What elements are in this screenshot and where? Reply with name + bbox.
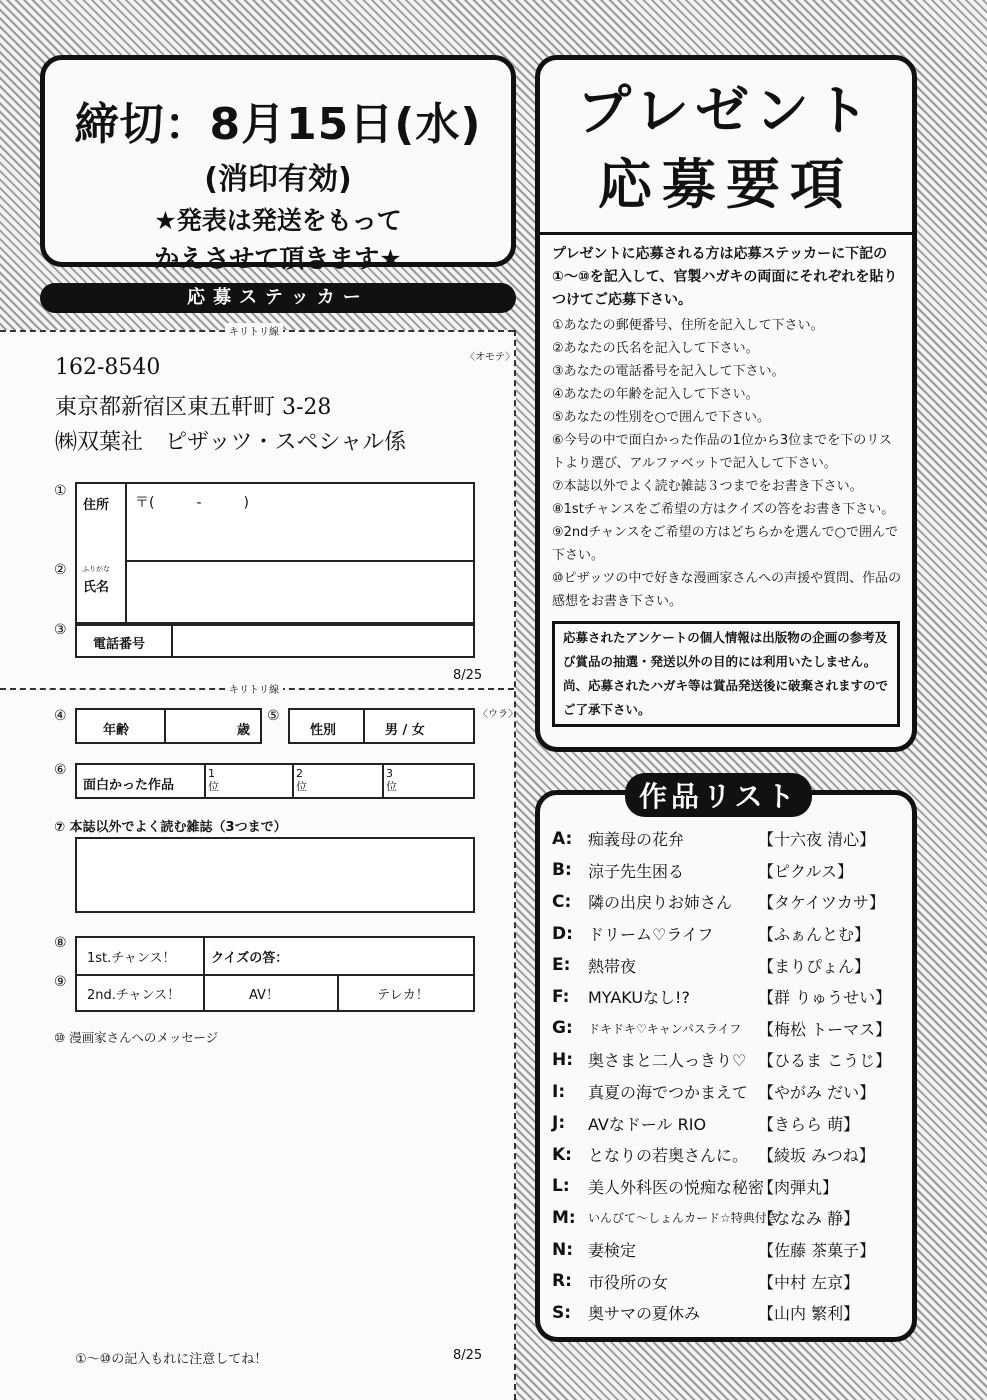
field-number-5: ⑤ bbox=[267, 708, 280, 724]
work-author: 【肉弾丸】 bbox=[758, 1177, 839, 1197]
age-box bbox=[75, 708, 262, 744]
field-number-1: ① bbox=[54, 483, 67, 499]
phone-box bbox=[75, 624, 475, 658]
age-label: 年齢 bbox=[103, 723, 130, 738]
work-title: 痴義母の花弁 bbox=[588, 830, 685, 850]
work-title: 隣の出戻りお姉さん bbox=[588, 893, 733, 913]
work-key: S: bbox=[552, 1302, 572, 1323]
work-author: 【十六夜 清心】 bbox=[758, 830, 876, 850]
work-list-item bbox=[540, 1044, 912, 1076]
magazines-label: ⑦ 本誌以外でよく読む雑誌（3つまで） bbox=[54, 820, 287, 835]
work-author: 【ふぁんとむ】 bbox=[758, 925, 871, 945]
work-key: M: bbox=[552, 1207, 576, 1228]
sex-label: 性別 bbox=[310, 723, 337, 738]
message-label: ⑩ 漫画家さんへのメッセージ bbox=[54, 1030, 219, 1045]
work-title: ドリーム♡ライフ bbox=[588, 925, 714, 945]
work-key: L: bbox=[552, 1176, 570, 1197]
work-key: K: bbox=[552, 1144, 572, 1165]
work-list-item bbox=[540, 949, 912, 981]
work-title: ドキドキ♡キャンパスライフ bbox=[588, 1021, 742, 1036]
guideline-item: ①あなたの郵便番号、住所を記入して下さい。 bbox=[552, 318, 824, 333]
work-key: A: bbox=[552, 828, 573, 849]
address-line-1: 東京都新宿区東五軒町 3-28 bbox=[55, 395, 332, 420]
guideline-item: ⑩ピザッツの中で好きな漫画家さんへの声援や質問、作品の感想をお書き下さい。 bbox=[552, 571, 902, 609]
work-list-item bbox=[540, 855, 912, 887]
cut-line-label: キリトリ線 bbox=[225, 681, 283, 696]
work-author: 【山内 繁利】 bbox=[758, 1304, 860, 1324]
field-number-3: ③ bbox=[54, 622, 67, 638]
work-list-item bbox=[540, 1297, 912, 1329]
magazines-input[interactable] bbox=[75, 837, 475, 913]
work-author: 【まりぴょん】 bbox=[758, 956, 871, 976]
work-list-item bbox=[540, 1139, 912, 1171]
guideline-item: ⑧1stチャンスをご希望の方はクイズの答をお書き下さい。 bbox=[552, 502, 895, 517]
sticker-header: 応募ステッカー bbox=[40, 283, 516, 313]
work-list-item bbox=[540, 1076, 912, 1108]
rank-3-input[interactable]: 3位 bbox=[386, 767, 397, 793]
work-key: J: bbox=[552, 1113, 566, 1134]
present-guidelines-box bbox=[535, 55, 917, 752]
address-line-2: ㈱双葉社 ピザッツ・スペシャル係 bbox=[55, 430, 407, 455]
work-title: となりの若奥さんに。 bbox=[588, 1146, 749, 1166]
work-key: E: bbox=[552, 955, 571, 976]
work-author: 【佐藤 茶菓子】 bbox=[758, 1241, 876, 1261]
work-author: 【ななみ 静】 bbox=[758, 1209, 860, 1229]
work-key: B: bbox=[552, 860, 572, 881]
message-input[interactable] bbox=[54, 1050, 474, 1340]
first-chance-label: 1st.チャンス！ bbox=[87, 951, 176, 966]
work-list-item bbox=[540, 1171, 912, 1203]
work-author: 【中村 左京】 bbox=[758, 1272, 860, 1292]
work-list-item bbox=[540, 1234, 912, 1266]
name-input[interactable] bbox=[129, 564, 469, 619]
work-list-item bbox=[540, 823, 912, 855]
work-title: 市役所の女 bbox=[588, 1272, 669, 1292]
deadline-box bbox=[40, 55, 516, 273]
work-key: F: bbox=[552, 986, 570, 1007]
work-author: 【やがみ だい】 bbox=[758, 1083, 876, 1103]
work-key: G: bbox=[552, 1018, 573, 1039]
phone-input[interactable] bbox=[175, 626, 473, 656]
guideline-item: ③あなたの電話番号を記入して下さい。 bbox=[552, 364, 785, 379]
work-title: 真夏の海でつかまえて bbox=[588, 1083, 749, 1103]
back-label: 〈ウラ〉 bbox=[478, 709, 518, 720]
present-intro: プレゼントに応募される方は応募ステッカーに下記の①〜⑩を記入して、官製ハガキの両面にそれぞれを貼りつけてご応募下さい。 bbox=[552, 246, 898, 308]
work-author: 【綾坂 みつね】 bbox=[758, 1146, 875, 1166]
phone-label: 電話番号 bbox=[93, 637, 146, 652]
rank-2-input[interactable]: 2位 bbox=[296, 767, 307, 793]
work-list-item bbox=[540, 1107, 912, 1139]
work-title: 涼子先生困る bbox=[588, 861, 685, 881]
work-key: N: bbox=[552, 1239, 574, 1260]
announcement-note-2: かえさせて頂きます★ bbox=[154, 244, 402, 273]
work-author: 【タケイツカサ】 bbox=[758, 893, 885, 913]
work-list-item bbox=[540, 1265, 912, 1297]
work-key: R: bbox=[552, 1271, 572, 1292]
work-key: H: bbox=[552, 1049, 574, 1070]
age-input[interactable] bbox=[167, 710, 232, 742]
work-key: D: bbox=[552, 923, 573, 944]
work-key: I: bbox=[552, 1081, 566, 1102]
work-key: C: bbox=[552, 891, 572, 912]
work-list-item bbox=[540, 1202, 912, 1234]
date-code: 8/25 bbox=[453, 668, 483, 683]
field-number-9: ⑨ bbox=[54, 974, 67, 990]
work-title: 美人外科医の悦痴な秘密 bbox=[588, 1177, 765, 1197]
field-number-8: ⑧ bbox=[54, 935, 67, 951]
footer-note: ①〜⑩の記入もれに注意してね！ bbox=[75, 1352, 268, 1367]
address-input[interactable]: 〒( - ) bbox=[135, 495, 249, 511]
work-title: 熱帯夜 bbox=[588, 956, 637, 976]
address-label: 住所 bbox=[83, 498, 110, 513]
guideline-item: ④あなたの年齢を記入して下さい。 bbox=[552, 387, 759, 402]
sex-options[interactable]: 男 / 女 bbox=[385, 723, 425, 738]
field-number-2: ② bbox=[54, 562, 67, 578]
work-author: 【ひるま こうじ】 bbox=[758, 1051, 892, 1071]
work-title: MYAKUなし!? bbox=[588, 988, 690, 1008]
option-teleca[interactable]: テレカ！ bbox=[377, 988, 429, 1003]
work-author: 【群 りゅうせい】 bbox=[758, 988, 892, 1008]
footer-date-code: 8/25 bbox=[453, 1348, 483, 1363]
works-list bbox=[540, 823, 912, 1329]
work-author: 【きらら 萌】 bbox=[758, 1114, 860, 1134]
front-label: 〈オモテ〉 bbox=[465, 352, 515, 363]
entry-sticker-form bbox=[0, 327, 518, 1400]
cut-line-label: キリトリ線 bbox=[225, 323, 283, 338]
quiz-answer-input[interactable]: クイズの答： bbox=[211, 951, 289, 966]
rank-1-input[interactable]: 1位 bbox=[208, 767, 219, 793]
work-title: 奥サマの夏休み bbox=[588, 1304, 701, 1324]
works-list-box bbox=[535, 780, 917, 1342]
guideline-item: ②あなたの氏名を記入して下さい。 bbox=[552, 341, 759, 356]
present-title-1: プレゼント bbox=[577, 79, 875, 142]
chance-box bbox=[75, 936, 475, 1012]
work-author: 【梅松 トーマス】 bbox=[758, 1019, 892, 1039]
sex-box bbox=[288, 708, 475, 744]
guideline-item: ⑨2ndチャンスをご希望の方はどちらかを選んで○で囲んで下さい。 bbox=[552, 525, 898, 563]
name-label: 氏名 bbox=[83, 580, 110, 595]
work-title: いんびて〜しょんカード☆特典付き bbox=[588, 1211, 779, 1226]
favorite-works-box bbox=[75, 763, 475, 799]
postal-code: 162-8540 bbox=[55, 355, 161, 380]
announcement-note-1: ★発表は発送をもって bbox=[154, 206, 402, 235]
field-number-6: ⑥ bbox=[54, 762, 67, 778]
deadline-date: 締切：8月15日(水) bbox=[74, 99, 482, 150]
work-author: 【ピクルス】 bbox=[758, 861, 854, 881]
work-list-item bbox=[540, 1013, 912, 1045]
work-title: AVなドール RIO bbox=[588, 1114, 707, 1134]
option-av[interactable]: AV！ bbox=[249, 988, 279, 1003]
work-list-item bbox=[540, 981, 912, 1013]
work-title: 妻検定 bbox=[588, 1241, 637, 1261]
work-list-item bbox=[540, 918, 912, 950]
guideline-item: ⑥今号の中で面白かった作品の1位から3位までを下のリストより選び、アルファベットで記入して下さい。 bbox=[552, 433, 892, 471]
postmark-note: (消印有効) bbox=[204, 162, 352, 197]
field-number-4: ④ bbox=[54, 708, 67, 724]
age-unit: 歳 bbox=[237, 723, 251, 738]
address-name-box bbox=[75, 482, 475, 624]
second-chance-label: 2nd.チャンス！ bbox=[87, 988, 181, 1003]
work-list-item bbox=[540, 886, 912, 918]
works-list-title: 作品リスト bbox=[625, 773, 812, 817]
work-title: 奥さまと二人っきり♡ bbox=[588, 1051, 747, 1071]
guideline-item: ⑤あなたの性別を○で囲んで下さい。 bbox=[552, 410, 770, 425]
present-title-2: 応募要項 bbox=[598, 153, 854, 216]
favorite-label: 面白かった作品 bbox=[83, 778, 175, 793]
furigana-label: ふりがな bbox=[82, 565, 110, 573]
privacy-notice: 応募されたアンケートの個人情報は出版物の企画の参考及び賞品の抽選・発送以外の目的には利用いたしません。尚、応募されたハガキ等は賞品発送後に破棄されますのでご了承下さい。 bbox=[552, 621, 900, 727]
guideline-item: ⑦本誌以外でよく読む雑誌３つまでをお書き下さい。 bbox=[552, 479, 863, 494]
